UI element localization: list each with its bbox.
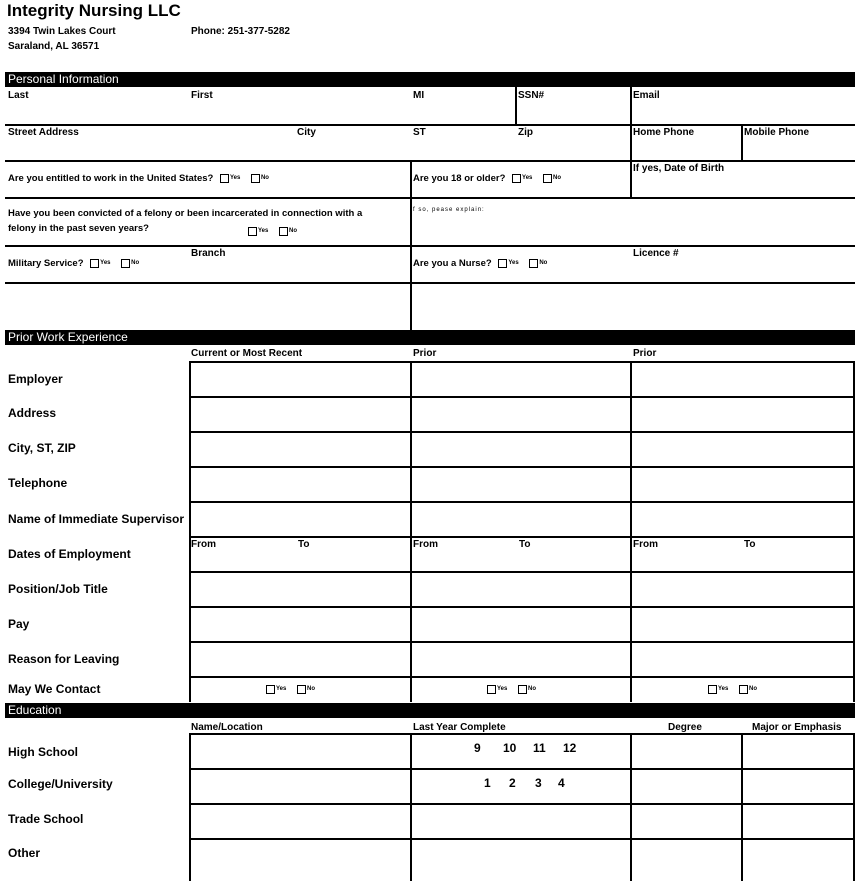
work-row-supervisor: Name of Immediate Supervisor xyxy=(8,512,185,526)
licence-number-label: Licence # xyxy=(633,248,679,259)
work-row-address: Address xyxy=(8,406,57,420)
age-question xyxy=(413,173,565,184)
nurse-no-checkbox[interactable] xyxy=(529,259,538,268)
work-row-telephone: Telephone xyxy=(8,476,68,490)
prior-employer-1-column-header: Prior xyxy=(413,348,437,359)
college-year-2[interactable]: 2 xyxy=(509,776,516,790)
age-yes-label: Yes xyxy=(522,175,533,182)
contact-prior2-yes-checkbox[interactable] xyxy=(708,685,717,694)
hs-year-11[interactable]: 11 xyxy=(533,741,546,755)
street-address-label: Street Address xyxy=(8,127,79,138)
ssn-label: SSN# xyxy=(518,90,545,101)
work-row-position: Position/Job Title xyxy=(8,582,108,596)
work-auth-no-checkbox[interactable] xyxy=(251,174,260,183)
work-auth-yes-checkbox[interactable] xyxy=(220,174,229,183)
contact-prior2-no-label: No xyxy=(749,686,757,693)
education-row-high-school: High School xyxy=(8,745,78,759)
prior-work-experience-header: Prior Work Experience xyxy=(5,330,855,345)
felony-explain-note: f so, pease explain: xyxy=(413,207,485,213)
date-of-birth-label: If yes, Date of Birth xyxy=(633,163,725,174)
contact-current-options xyxy=(262,684,319,695)
college-year-3[interactable]: 3 xyxy=(535,776,542,790)
felony-options xyxy=(244,226,301,237)
work-row-employer: Employer xyxy=(8,372,63,386)
middle-initial-label: MI xyxy=(413,90,425,101)
from-label-prior1: From xyxy=(413,539,438,550)
military-question xyxy=(8,258,143,269)
email-label: Email xyxy=(633,90,660,101)
education-major-header: Major or Emphasis xyxy=(752,722,842,733)
work-authorization-text: Are you entitled to work in the United States? xyxy=(8,173,214,184)
company-address-line1: 3394 Twin Lakes Court xyxy=(8,26,116,37)
to-label-current: To xyxy=(298,539,310,550)
felony-yes-checkbox[interactable] xyxy=(248,227,257,236)
contact-prior1-no-label: No xyxy=(528,686,536,693)
nurse-yes-checkbox[interactable] xyxy=(498,259,507,268)
contact-prior2-options xyxy=(704,684,761,695)
military-branch-label: Branch xyxy=(191,248,226,259)
contact-current-yes-label: Yes xyxy=(276,686,287,693)
state-label: ST xyxy=(413,127,426,138)
contact-current-no-checkbox[interactable] xyxy=(297,685,306,694)
contact-prior1-options xyxy=(483,684,540,695)
education-row-other: Other xyxy=(8,846,41,860)
from-label-current: From xyxy=(191,539,216,550)
prior-employer-2-column-header: Prior xyxy=(633,348,657,359)
contact-prior1-no-checkbox[interactable] xyxy=(518,685,527,694)
mobile-phone-label: Mobile Phone xyxy=(744,127,809,138)
work-row-reason-leaving: Reason for Leaving xyxy=(8,652,120,666)
work-row-dates: Dates of Employment xyxy=(8,547,131,561)
military-yes-checkbox[interactable] xyxy=(90,259,99,268)
company-address-line2: Saraland, AL 36571 xyxy=(8,41,100,52)
current-employer-column-header: Current or Most Recent xyxy=(191,348,303,359)
military-no-label: No xyxy=(131,260,140,267)
work-auth-yes-label: Yes xyxy=(229,175,241,182)
work-row-may-we-contact: May We Contact xyxy=(8,682,101,696)
felony-question-line1: Have you been convicted of a felony or been incarcerated in connection with a xyxy=(8,208,363,219)
military-no-checkbox[interactable] xyxy=(121,259,130,268)
company-phone: Phone: 251-377-5282 xyxy=(191,26,290,37)
age-no-label: No xyxy=(553,175,562,182)
work-authorization-question xyxy=(8,173,273,184)
nurse-no-label: No xyxy=(539,260,548,267)
work-row-pay: Pay xyxy=(8,617,30,631)
nurse-question-text: Are you a Nurse? xyxy=(413,258,492,269)
felony-no-checkbox[interactable] xyxy=(279,227,288,236)
city-label: City xyxy=(297,127,316,138)
from-label-prior2: From xyxy=(633,539,658,550)
education-row-college: College/University xyxy=(8,777,113,791)
work-auth-no-label: No xyxy=(260,175,269,182)
education-row-trade-school: Trade School xyxy=(8,812,84,826)
education-name-location-header: Name/Location xyxy=(191,722,263,733)
hs-year-9[interactable]: 9 xyxy=(474,741,481,755)
age-question-text: Are you 18 or older? xyxy=(413,173,506,184)
felony-yes-label: Yes xyxy=(258,228,269,235)
contact-current-yes-checkbox[interactable] xyxy=(266,685,275,694)
work-row-city-st-zip: City, ST, ZIP xyxy=(8,441,76,455)
hs-year-10[interactable]: 10 xyxy=(503,741,517,755)
company-name: Integrity Nursing LLC xyxy=(7,1,181,20)
contact-prior1-yes-checkbox[interactable] xyxy=(487,685,496,694)
to-label-prior2: To xyxy=(744,539,756,550)
nurse-question xyxy=(413,258,551,269)
age-yes-checkbox[interactable] xyxy=(512,174,521,183)
nurse-yes-label: Yes xyxy=(508,260,519,267)
military-yes-label: Yes xyxy=(100,260,111,267)
felony-no-label: No xyxy=(289,228,297,235)
hs-year-12[interactable]: 12 xyxy=(563,741,577,755)
contact-prior1-yes-label: Yes xyxy=(497,686,508,693)
college-year-1[interactable]: 1 xyxy=(484,776,491,790)
contact-prior2-yes-label: Yes xyxy=(718,686,729,693)
education-last-year-header: Last Year Complete xyxy=(413,722,506,733)
education-header: Education xyxy=(5,703,855,718)
military-question-text: Military Service? xyxy=(8,258,84,269)
zip-label: Zip xyxy=(518,127,533,138)
age-no-checkbox[interactable] xyxy=(543,174,552,183)
to-label-prior1: To xyxy=(519,539,531,550)
first-name-label: First xyxy=(191,90,213,101)
home-phone-label: Home Phone xyxy=(633,127,695,138)
personal-information-header: Personal Information xyxy=(5,72,855,87)
last-name-label: Last xyxy=(8,90,29,101)
education-degree-header: Degree xyxy=(668,722,702,733)
contact-prior2-no-checkbox[interactable] xyxy=(739,685,748,694)
college-year-4[interactable]: 4 xyxy=(558,776,565,790)
contact-current-no-label: No xyxy=(307,686,315,693)
felony-question-line2: felony in the past seven years? xyxy=(8,223,149,234)
